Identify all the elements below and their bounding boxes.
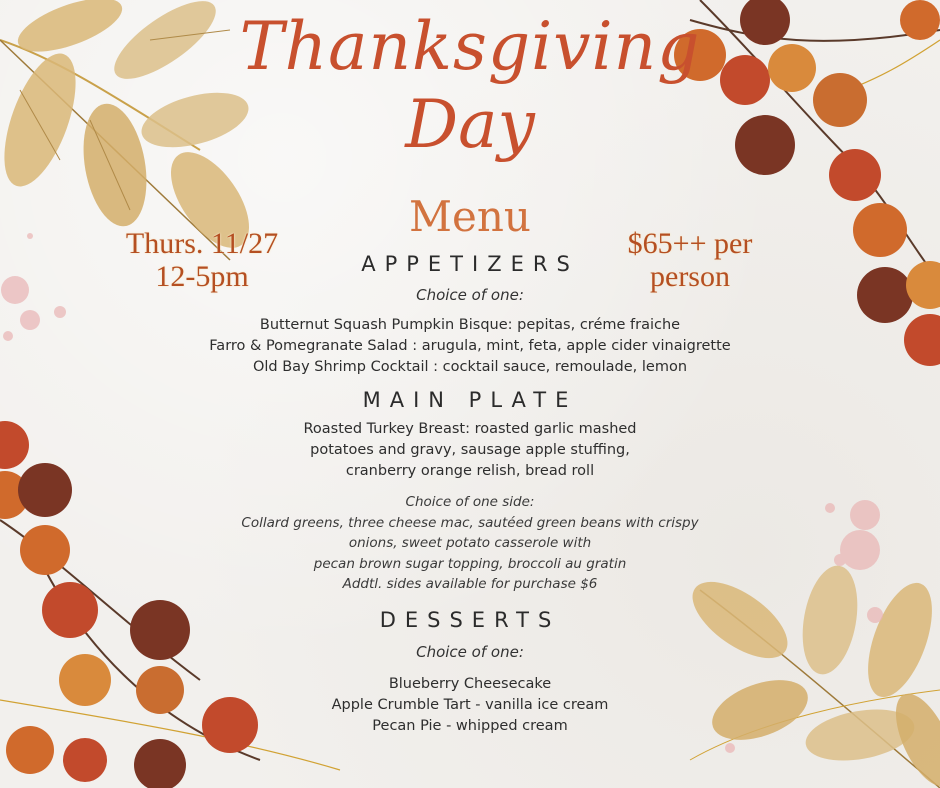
list-item: pecan brown sugar topping, broccoli au gratin xyxy=(313,555,627,572)
list-item: Old Bay Shrimp Cocktail : cocktail sauce, remoulade, lemon xyxy=(252,359,688,375)
price-unit-line: person xyxy=(650,260,730,293)
desserts-heading: DESSERTS xyxy=(379,608,561,632)
main-plate-description xyxy=(120,419,820,482)
list-item: Addtl. sides available for purchase $6 xyxy=(342,576,598,592)
list-item: Roasted Turkey Breast: roasted garlic mashed xyxy=(303,421,637,437)
page-title-line-1: Thanksgiving xyxy=(239,8,701,85)
page-title-line-2: Day xyxy=(405,86,535,163)
appetizers-choice-label: Choice of one: xyxy=(416,286,524,304)
main-plate-sides xyxy=(120,492,820,595)
list-item: cranberry orange relish, bread roll xyxy=(345,463,595,479)
list-item: Butternut Squash Pumpkin Bisque: pepitas, créme fraiche xyxy=(259,317,681,333)
desserts-list xyxy=(120,674,820,737)
list-item: Apple Crumble Tart - vanilla ice cream xyxy=(331,697,609,713)
main-plate-heading: MAIN PLATE xyxy=(362,388,578,412)
price-line: $65++ per xyxy=(627,227,753,260)
appetizers-heading: APPETIZERS xyxy=(361,252,579,276)
menu-subtitle: Menu xyxy=(409,192,531,241)
appetizers-list xyxy=(120,315,820,378)
desserts-choice-label: Choice of one: xyxy=(416,643,524,661)
time-line: 12-5pm xyxy=(155,260,249,293)
date-line: Thurs. 11/27 xyxy=(125,227,279,260)
list-item: potatoes and gravy, sausage apple stuffing, xyxy=(310,442,630,458)
list-item: Choice of one side: xyxy=(405,494,535,510)
list-item: Blueberry Cheesecake xyxy=(388,676,552,692)
list-item: Collard greens, three cheese mac, sautéed green beans with crispy xyxy=(241,514,699,531)
list-item: Pecan Pie - whipped cream xyxy=(372,718,568,734)
list-item: Farro & Pomegranate Salad : arugula, mint, feta, apple cider vinaigrette xyxy=(209,338,731,354)
list-item: onions, sweet potato casserole with xyxy=(348,535,592,551)
